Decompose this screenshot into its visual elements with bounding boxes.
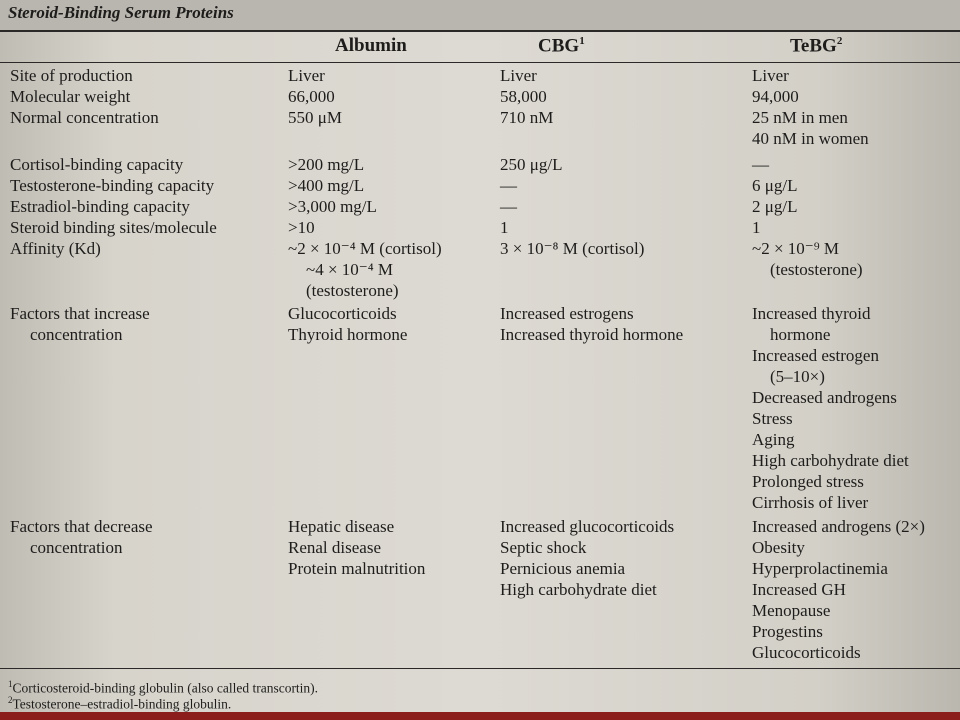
cell-albumin: Thyroid hormone <box>288 325 408 344</box>
column-header-cbg-label: CBG <box>538 35 580 57</box>
cell-tebg: Aging <box>752 430 795 449</box>
table-title-band <box>0 0 960 32</box>
cell-albumin: >400 mg/L <box>288 176 365 195</box>
cell-albumin: 550 μM <box>288 108 342 127</box>
row-label: Normal concentration <box>10 108 159 127</box>
cell-cbg: High carbohydrate diet <box>500 580 657 599</box>
cell-cbg: 710 nM <box>500 108 554 127</box>
cell-cbg: Increased thyroid hormone <box>500 325 684 344</box>
cell-tebg: 40 nM in women <box>752 129 869 148</box>
cell-tebg: 1 <box>752 218 761 237</box>
cell-albumin: Hepatic disease <box>288 517 395 536</box>
cell-tebg: Increased GH <box>752 580 846 599</box>
cell-albumin: (testosterone) <box>306 281 399 300</box>
cell-albumin: ~2 × 10⁻⁴ M (cortisol) <box>288 239 442 258</box>
cell-cbg: Liver <box>500 66 537 85</box>
cell-tebg: High carbohydrate diet <box>752 451 909 470</box>
cell-cbg: — <box>500 176 517 195</box>
cell-tebg: Increased thyroid <box>752 304 871 323</box>
cell-cbg: Increased estrogens <box>500 304 634 323</box>
table-title: Steroid-Binding Serum Proteins <box>8 3 234 22</box>
footnote-1-text: Corticosteroid-binding globulin (also called transcortin). <box>12 680 319 696</box>
row-label: concentration <box>30 538 123 557</box>
footnote-mark-2: 2 <box>836 35 843 47</box>
row-label: Molecular weight <box>10 87 131 106</box>
cell-tebg: Progestins <box>752 622 823 641</box>
column-header-tebg-label: TeBG <box>790 35 837 57</box>
cell-tebg: 94,000 <box>752 87 799 106</box>
cell-albumin: ~4 × 10⁻⁴ M <box>306 260 394 279</box>
cell-cbg: Septic shock <box>500 538 587 557</box>
cell-cbg: — <box>500 197 517 216</box>
cell-tebg: Cirrhosis of liver <box>752 493 869 512</box>
footnote-2-mark: 2 <box>8 695 13 705</box>
slide-bottom-bar <box>0 712 960 720</box>
cell-albumin: Protein malnutrition <box>288 559 426 578</box>
row-label: Cortisol-binding capacity <box>10 155 184 174</box>
cell-albumin: 66,000 <box>288 87 335 106</box>
cell-tebg: hormone <box>770 325 831 344</box>
cell-cbg: 250 μg/L <box>500 155 563 174</box>
cell-cbg: Increased glucocorticoids <box>500 517 675 536</box>
footnote-1-mark: 1 <box>8 679 13 689</box>
column-header-albumin-label: Albumin <box>335 35 407 56</box>
cell-albumin: Glucocorticoids <box>288 304 397 323</box>
cell-tebg: Stress <box>752 409 793 428</box>
cell-tebg: Increased androgens (2×) <box>752 517 925 536</box>
row-label: Site of production <box>10 66 133 85</box>
cell-cbg: Pernicious anemia <box>500 559 626 578</box>
column-header-cbg <box>538 35 585 57</box>
cell-tebg: Hyperprolactinemia <box>752 559 888 578</box>
cell-tebg: (5–10×) <box>770 367 825 386</box>
row-label: Testosterone-binding capacity <box>10 176 215 195</box>
cell-tebg: — <box>752 155 769 174</box>
cell-albumin: >200 mg/L <box>288 155 365 174</box>
cell-tebg: Decreased androgens <box>752 388 897 407</box>
cell-tebg: Liver <box>752 66 789 85</box>
cell-tebg: Obesity <box>752 538 805 557</box>
header-rule <box>0 62 960 63</box>
cell-cbg: 3 × 10⁻⁸ M (cortisol) <box>500 239 645 258</box>
row-label: Estradiol-binding capacity <box>10 197 190 216</box>
footnote-2-text: Testosterone–estradiol-binding globulin. <box>12 696 232 712</box>
cell-cbg: 58,000 <box>500 87 547 106</box>
cell-tebg: ~2 × 10⁻⁹ M <box>752 239 840 258</box>
cell-tebg: 6 μg/L <box>752 176 798 195</box>
row-label: Factors that increase <box>10 304 150 323</box>
cell-tebg: 25 nM in men <box>752 108 848 127</box>
column-header-tebg <box>790 35 842 57</box>
cell-albumin: Liver <box>288 66 325 85</box>
footnote-1 <box>8 679 318 697</box>
cell-cbg: 1 <box>500 218 509 237</box>
footnote-mark-1: 1 <box>579 35 585 47</box>
footnote-2 <box>8 695 231 713</box>
row-label: Steroid binding sites/molecule <box>10 218 217 237</box>
row-label: Affinity (Kd) <box>10 239 101 258</box>
cell-tebg: Glucocorticoids <box>752 643 861 662</box>
cell-tebg: (testosterone) <box>770 260 863 279</box>
cell-albumin: Renal disease <box>288 538 381 557</box>
cell-tebg: Prolonged stress <box>752 472 864 491</box>
column-header-albumin <box>335 35 407 57</box>
cell-tebg: Increased estrogen <box>752 346 879 365</box>
cell-albumin: >3,000 mg/L <box>288 197 377 216</box>
row-label: Factors that decrease <box>10 517 153 536</box>
cell-albumin: >10 <box>288 218 315 237</box>
row-label: concentration <box>30 325 123 344</box>
footer-rule <box>0 668 960 669</box>
cell-tebg: Menopause <box>752 601 831 620</box>
cell-tebg: 2 μg/L <box>752 197 798 216</box>
